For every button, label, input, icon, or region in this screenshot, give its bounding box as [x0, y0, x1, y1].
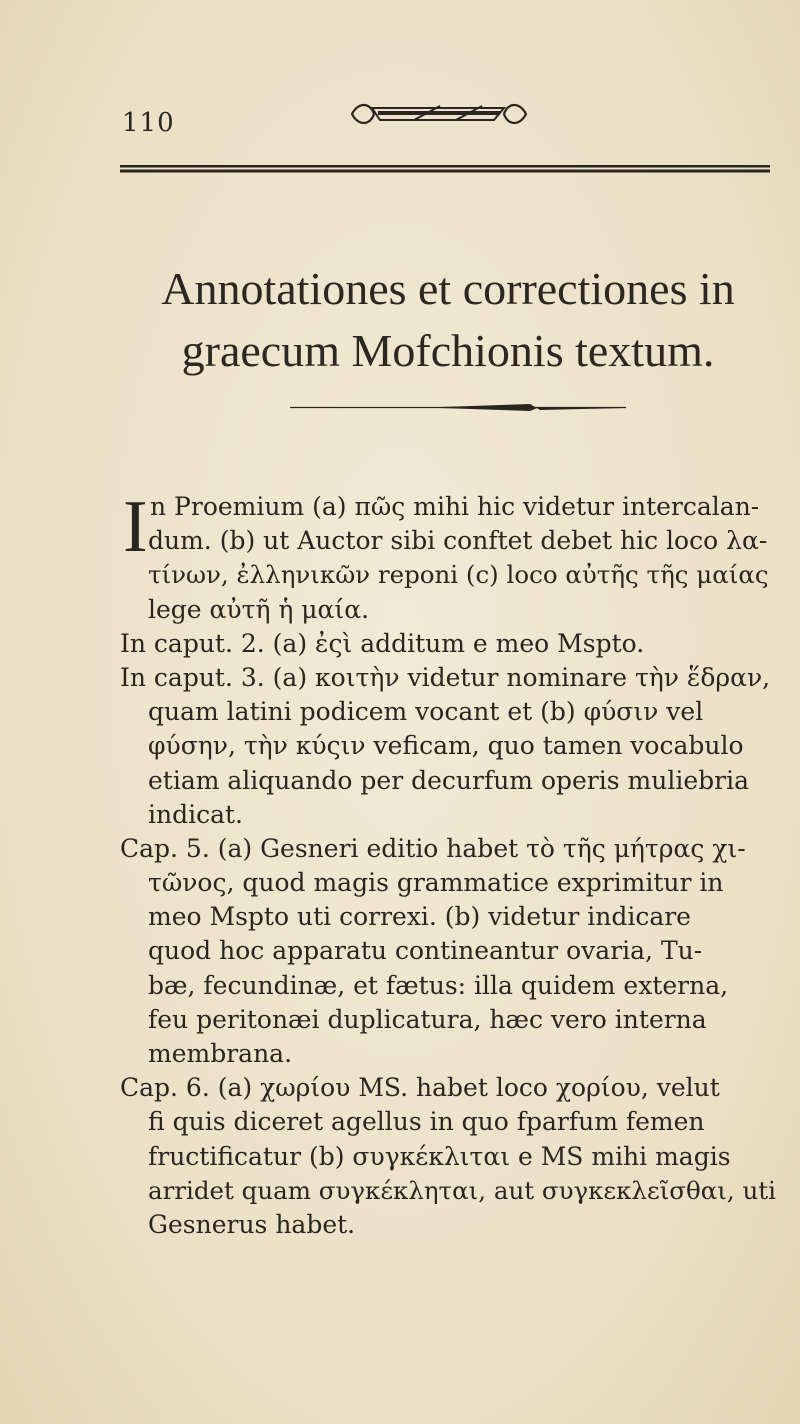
- text-line: quod hoc apparatu contineantur ovaria, Tu-: [148, 936, 703, 966]
- text-line: Cap. 5. (a) Gesneri editio habet τὸ τῆς μήτρας χι-: [120, 833, 746, 863]
- text-line: arridet quam συγκέκληται, aut συγκεκλεῖσθαι, uti: [148, 1175, 776, 1205]
- paragraph-caput-2: [120, 627, 780, 661]
- text-line: In caput. 3. (a) κοιτὴν videtur nominare τὴν ἕδραν,: [120, 662, 771, 692]
- top-rule: [120, 165, 770, 173]
- heading-line-1: Annotationes et correctiones in: [161, 263, 735, 314]
- text-line: fi quis diceret agellus in quo fparfum femen: [148, 1107, 705, 1137]
- paragraph-cap-6: [120, 1071, 780, 1242]
- text-line: n Proemium (a) πῶς mihi hic videtur intercalan-: [150, 492, 760, 521]
- text-line: φύσην, τὴν κύςιν veficam, quo tamen vocabulo: [148, 731, 744, 761]
- text-line: dum. (b) ut Auctor sibi conftet debet hic loco λα-: [148, 526, 768, 556]
- page-heading: [118, 258, 778, 382]
- text-line: fructificatur (b) συγκέκλιται e MS mihi magis: [148, 1141, 731, 1171]
- paragraph-caput-3: [120, 661, 780, 832]
- text-line: membrana.: [148, 1039, 293, 1068]
- text-line: indicat.: [148, 799, 243, 829]
- text-line: τῶνος, quod magis grammatice exprimitur in: [148, 868, 724, 898]
- text-line: bæ, fecundinæ, et fætus: illa quidem externa,: [148, 970, 729, 1000]
- ornament-icon: [344, 96, 534, 132]
- text-line: Gesnerus habet.: [148, 1209, 356, 1239]
- text-line: meo Mspto uti correxi. (b) videtur indicare: [148, 902, 691, 932]
- text-line: lege αὐτῆ ἡ μαία.: [148, 594, 370, 624]
- page-number: 110: [122, 108, 175, 138]
- text-line: quam latini podicem vocant et (b) φύσιν vel: [148, 697, 704, 727]
- text-line: feu peritonæi duplicatura, hæc vero interna: [148, 1004, 707, 1034]
- text-line: In caput. 2. (a) ἐςὶ additum e meo Mspto.: [120, 628, 645, 658]
- section-rule: [290, 402, 626, 412]
- text-line: etiam aliquando per decurfum operis muliebria: [148, 765, 749, 795]
- drop-cap: I: [123, 486, 148, 568]
- text-line: Cap. 6. (a) χωρίου MS. habet loco χορίου, velut: [120, 1073, 720, 1103]
- paragraph-cap-5: [120, 832, 780, 1071]
- text-line: τίνων, ἐλληνικῶν reponi (c) loco αὐτῆς τῆς μαίας: [148, 560, 769, 590]
- paragraph-proemium: [120, 486, 780, 627]
- heading-line-2: graecum Mofchionis textum.: [181, 325, 715, 376]
- text-body: [120, 486, 780, 1242]
